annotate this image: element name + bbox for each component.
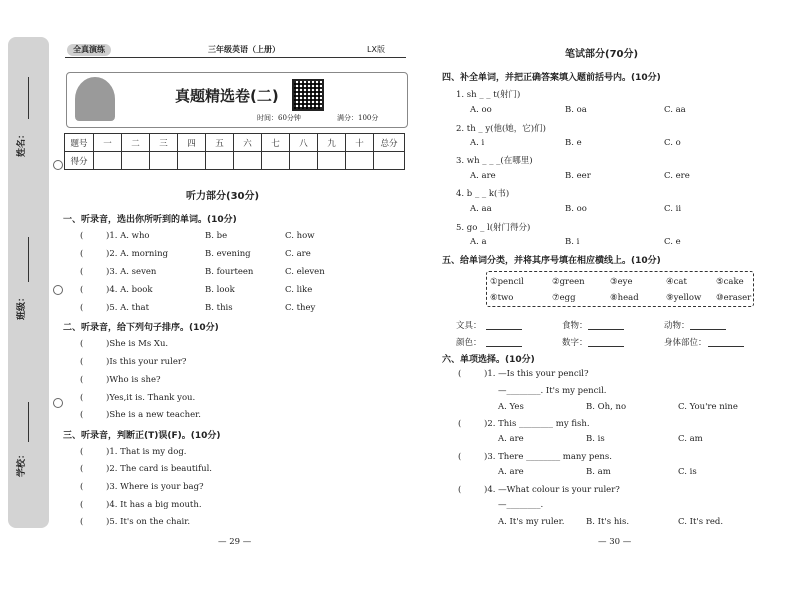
word-item: ⑤cake: [716, 277, 744, 287]
header-bar: [65, 44, 406, 58]
table-cell: 六: [234, 134, 262, 152]
binding-strip: [8, 37, 49, 528]
listening-title: 听力部分(30分): [186, 191, 260, 202]
score-cell[interactable]: [234, 152, 262, 170]
option-a: A. It's my ruler.: [498, 517, 565, 527]
option-c: C. ere: [664, 171, 690, 181]
binding-hole: [53, 285, 63, 295]
option-c: C. e: [664, 237, 681, 247]
option-b: B. fourteen: [205, 267, 254, 277]
list-item: )She is Ms Xu.: [106, 339, 169, 349]
word-item: ⑦egg: [552, 293, 576, 303]
section-6-title: 六、单项选择。(10分): [442, 355, 535, 365]
paren: (: [80, 517, 84, 527]
option-c: C. am: [678, 434, 703, 444]
list-item: )She is a new teacher.: [106, 410, 201, 420]
paren: (: [80, 482, 84, 492]
paren: (: [80, 249, 84, 259]
option-b: B. It's his.: [586, 517, 630, 527]
question-text: 1. sh _ _ t(射门): [456, 90, 521, 100]
paren: (: [80, 375, 84, 385]
list-item: )Yes,it is. Thank you.: [106, 393, 196, 403]
time-label: 时间：60分钟: [257, 114, 301, 122]
paren: (: [80, 464, 84, 474]
category-label: 文具：: [456, 321, 482, 331]
table-cell: 三: [150, 134, 178, 152]
option-b: B. look: [205, 285, 235, 295]
word-item: ⑥two: [490, 293, 514, 303]
table-cell: 二: [122, 134, 150, 152]
question-text: 5. go _ l(射门得分): [456, 223, 531, 233]
score-table-score-row: [65, 152, 405, 170]
question-text: )2. This ________ my fish.: [484, 419, 590, 429]
question-text-2: —________. It's my pencil.: [498, 386, 607, 396]
word-item: ⑧head: [610, 293, 639, 303]
paren: (: [458, 485, 462, 495]
paren: (: [80, 357, 84, 367]
school-label: 学校：: [17, 449, 27, 477]
list-item: )3. Where is your bag?: [106, 482, 204, 492]
section-5-title: 五、给单词分类，并将其序号填在相应横线上。(10分): [442, 256, 661, 266]
word-item: ④cat: [666, 277, 687, 287]
class-line: [28, 237, 29, 282]
option-b: B. be: [205, 231, 228, 241]
category-label: 数字：: [562, 338, 588, 348]
list-item: )Who is she?: [106, 375, 161, 385]
table-cell: 四: [178, 134, 206, 152]
question-text: )1. —Is this your pencil?: [484, 369, 589, 379]
option-c: C. like: [285, 285, 313, 295]
binding-hole: [53, 160, 63, 170]
word-item: ⑨yellow: [666, 293, 702, 303]
paren: (: [80, 339, 84, 349]
option-b: B. evening: [205, 249, 251, 259]
word-item: ⑩eraser: [716, 293, 752, 303]
list-item: )Is this your ruler?: [106, 357, 187, 367]
edition-label: LX版: [367, 45, 385, 54]
word-item: ②green: [552, 277, 585, 287]
option-b: B. this: [205, 303, 233, 313]
list-item: )3. A. seven: [106, 267, 157, 277]
name-label: 姓名：: [17, 129, 27, 157]
score-cell[interactable]: [150, 152, 178, 170]
question-text-2: —________.: [498, 500, 544, 510]
page-number-left: — 29 —: [218, 537, 252, 547]
option-c: C. o: [664, 138, 681, 148]
score-cell[interactable]: [178, 152, 206, 170]
paren: (: [458, 452, 462, 462]
answer-blank[interactable]: [708, 346, 744, 347]
question-text: 4. b _ _ k(书): [456, 189, 510, 199]
word-item: ①pencil: [490, 277, 524, 287]
option-c: C. they: [285, 303, 316, 313]
paren: (: [80, 285, 84, 295]
option-b: B. Oh, no: [586, 402, 627, 412]
written-title: 笔试部分(70分): [565, 49, 639, 60]
table-cell: 题号: [65, 134, 94, 152]
option-c: C. eleven: [285, 267, 325, 277]
answer-blank[interactable]: [486, 329, 522, 330]
score-cell[interactable]: [374, 152, 405, 170]
paren: (: [80, 393, 84, 403]
answer-blank[interactable]: [690, 329, 726, 330]
score-table: [64, 133, 405, 170]
subject-label: 三年级英语（上册）: [208, 45, 280, 54]
binding-hole: [53, 398, 63, 408]
list-item: )5. It's on the chair.: [106, 517, 191, 527]
list-item: )1. A. who: [106, 231, 150, 241]
option-a: A. i: [470, 138, 485, 148]
list-item: )1. That is my dog.: [106, 447, 187, 457]
score-cell[interactable]: [318, 152, 346, 170]
option-a: A. a: [470, 237, 487, 247]
option-c: C. It's red.: [678, 517, 724, 527]
category-label: 食物：: [562, 321, 588, 331]
option-c: C. how: [285, 231, 315, 241]
option-b: B. eer: [565, 171, 591, 181]
score-cell[interactable]: [94, 152, 122, 170]
exam-title: 真题精选卷(二): [175, 87, 279, 105]
answer-blank[interactable]: [588, 346, 624, 347]
option-b: B. is: [586, 434, 605, 444]
tree-icon: [75, 77, 115, 121]
option-c: C. is: [678, 467, 697, 477]
school-line: [28, 402, 29, 442]
option-c: C. aa: [664, 105, 686, 115]
score-cell[interactable]: [346, 152, 374, 170]
section-1-title: 一、听录音，选出你所听到的单词。(10分): [63, 215, 237, 225]
answer-blank[interactable]: [588, 329, 624, 330]
answer-blank[interactable]: [486, 346, 522, 347]
brand-badge: 全真演练: [67, 44, 111, 56]
option-a: A. are: [498, 434, 524, 444]
table-cell: 九: [318, 134, 346, 152]
paren: (: [80, 267, 84, 277]
question-text: )3. There ________ many pens.: [484, 452, 612, 462]
table-cell: 总分: [374, 134, 405, 152]
class-label: 班级：: [17, 292, 27, 320]
option-a: A. aa: [470, 204, 492, 214]
section-2-title: 二、听录音，给下列句子排序。(10分): [63, 323, 219, 333]
question-text: )4. —What colour is your ruler?: [484, 485, 620, 495]
name-line: [28, 77, 29, 119]
paren: (: [80, 447, 84, 457]
paren: (: [80, 231, 84, 241]
option-a: A. Yes: [498, 402, 524, 412]
table-cell: 五: [206, 134, 234, 152]
table-cell: 十: [346, 134, 374, 152]
category-label: 颜色：: [456, 338, 482, 348]
word-item: ③eye: [610, 277, 633, 287]
option-c: C. ii: [664, 204, 682, 214]
paren: (: [458, 369, 462, 379]
section-4-title: 四、补全单词，并把正确答案填入题前括号内。(10分): [442, 73, 661, 83]
option-a: A. are: [470, 171, 496, 181]
category-label: 身体部位：: [664, 338, 707, 348]
option-c: C. You're nine: [678, 402, 738, 412]
score-cell[interactable]: [290, 152, 318, 170]
score-table-header-row: [65, 134, 405, 152]
paren: (: [80, 500, 84, 510]
option-b: B. i: [565, 237, 580, 247]
paren: (: [80, 410, 84, 420]
list-item: )5. A. that: [106, 303, 150, 313]
option-b: B. oa: [565, 105, 587, 115]
score-cell[interactable]: [206, 152, 234, 170]
question-text: 2. th _ y(他(她，它)们): [456, 124, 546, 134]
option-c: C. are: [285, 249, 311, 259]
question-text: 3. wh _ _ _(在哪里): [456, 156, 533, 166]
table-cell: 七: [262, 134, 290, 152]
option-b: B. oo: [565, 204, 587, 214]
table-cell: 一: [94, 134, 122, 152]
list-item: )2. The card is beautiful.: [106, 464, 213, 474]
page-number-right: — 30 —: [598, 537, 632, 547]
paren: (: [458, 419, 462, 429]
qr-code-icon: [292, 79, 324, 111]
title-box: [66, 72, 408, 128]
option-b: B. e: [565, 138, 582, 148]
option-a: A. are: [498, 467, 524, 477]
list-item: )2. A. morning: [106, 249, 169, 259]
score-cell[interactable]: [122, 152, 150, 170]
option-a: A. oo: [470, 105, 492, 115]
category-label: 动物：: [664, 321, 690, 331]
list-item: )4. It has a big mouth.: [106, 500, 202, 510]
section-3-title: 三、听录音，判断正(T)误(F)。(10分): [63, 431, 221, 441]
option-b: B. am: [586, 467, 611, 477]
paren: (: [80, 303, 84, 313]
full-score-label: 满分：100分: [337, 114, 379, 122]
table-cell: 八: [290, 134, 318, 152]
score-cell[interactable]: [262, 152, 290, 170]
list-item: )4. A. book: [106, 285, 153, 295]
table-cell: 得分: [65, 152, 94, 170]
